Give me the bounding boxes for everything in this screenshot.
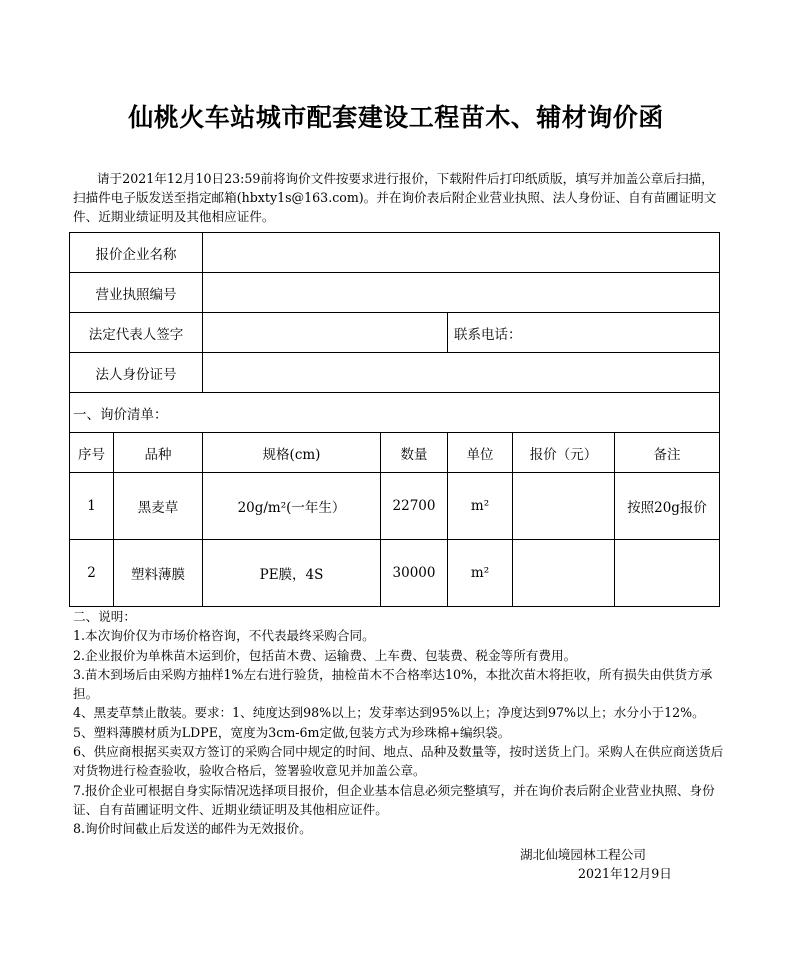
company-name-row	[70, 233, 720, 273]
note-item: 4、黑麦草禁止散装。要求：1、纯度达到98%以上；发芽率达到95%以上；净度达到97%以上；水分小于12%。	[73, 705, 705, 721]
row-qty: 22700	[381, 473, 448, 540]
section-list-row	[70, 393, 720, 433]
company-name-field[interactable]	[203, 233, 720, 273]
legal-rep-field[interactable]	[203, 313, 448, 353]
license-row	[70, 273, 720, 313]
header-spec: 规格(cm)	[203, 433, 381, 473]
header-no: 序号	[70, 433, 114, 473]
table-header-row	[70, 433, 720, 473]
header-price: 报价（元）	[513, 433, 615, 473]
id-field[interactable]	[203, 353, 720, 393]
signature-date: 2021年12月9日	[578, 866, 672, 881]
signature-block	[520, 845, 720, 883]
table-row	[70, 540, 720, 607]
header-unit: 单位	[448, 433, 513, 473]
note-item: 6、供应商根据买卖双方签订的采购合同中规定的时间、地点、品种及数量等，按时送货上门。采购人在供应商送货后对货物进行检查验收，验收合格后，签署验收意见并加盖公章。	[73, 744, 724, 779]
note-item: 2.企业报价为单株苗木运到价，包括苗木费、运输费、上车费、包装费、税金等所有费用。	[73, 647, 577, 663]
row-no: 2	[70, 540, 114, 607]
note-item: 3.苗木到场后由采购方抽样1%左右进行验货，抽检苗木不合格率达10%，本批次苗木将拒收，所有损失由供货方承担。	[73, 666, 713, 702]
id-label: 法人身份证号	[70, 353, 203, 393]
row-price-field[interactable]	[513, 540, 615, 607]
row-price-field[interactable]	[513, 473, 615, 540]
row-unit: m²	[448, 540, 513, 607]
legal-rep-label: 法定代表人签字	[70, 313, 203, 353]
license-label: 营业执照编号	[70, 273, 203, 313]
row-unit: m²	[448, 473, 513, 540]
row-variety: 黑麦草	[114, 473, 203, 540]
quotation-form	[69, 232, 720, 607]
note-item: 5、塑料薄膜材质为LDPE，宽度为3cm-6m定做,包装方式为珍珠棉+编织袋。	[73, 724, 511, 740]
row-variety: 塑料薄膜	[114, 540, 203, 607]
phone-label[interactable]: 联系电话：	[448, 313, 720, 353]
row-spec: 20g/m²(一年生）	[203, 473, 381, 540]
header-qty: 数量	[381, 433, 448, 473]
signature-company: 湖北仙境园林工程公司	[520, 847, 646, 862]
page-title: 仙桃火车站城市配套建设工程苗木、辅材询价函	[128, 103, 664, 132]
note-item: 1.本次询价仅为市场价格咨询，不代表最终采购合同。	[73, 628, 375, 644]
notes-section	[73, 607, 725, 839]
intro-paragraph: 请于2021年12月10日23:59前将询价文件按要求进行报价，下载附件后打印纸质版，填写并加盖公章后扫描，扫描件电子版发送至指定邮箱(hbxty1s@163.com)。并在询价表后附企业营业执照、法人身份证、自有苗圃证明文件、近期业绩证明及其他相应证件。	[73, 171, 717, 224]
section-list-heading: 一、询价清单：	[70, 393, 720, 433]
row-spec: PE膜，4S	[203, 540, 381, 607]
legal-rep-row	[70, 313, 720, 353]
header-note: 备注	[615, 433, 720, 473]
row-note: 按照20g报价	[615, 473, 720, 540]
table-row	[70, 473, 720, 540]
id-row	[70, 353, 720, 393]
row-no: 1	[70, 473, 114, 540]
header-variety: 品种	[114, 433, 203, 473]
row-qty: 30000	[381, 540, 448, 607]
row-note	[615, 540, 720, 607]
license-field[interactable]	[203, 273, 720, 313]
company-name-label: 报价企业名称	[70, 233, 203, 273]
notes-heading: 二、说明：	[73, 609, 136, 624]
note-item: 7.报价企业可根据自身实际情况选择项目报价，但企业基本信息必须完整填写，并在询价表后附企业营业执照、身份证、自有苗圃证明文件、近期业绩证明及其他相应证件。	[73, 782, 715, 817]
note-item: 8.询价时间截止后发送的邮件为无效报价。	[73, 821, 312, 837]
